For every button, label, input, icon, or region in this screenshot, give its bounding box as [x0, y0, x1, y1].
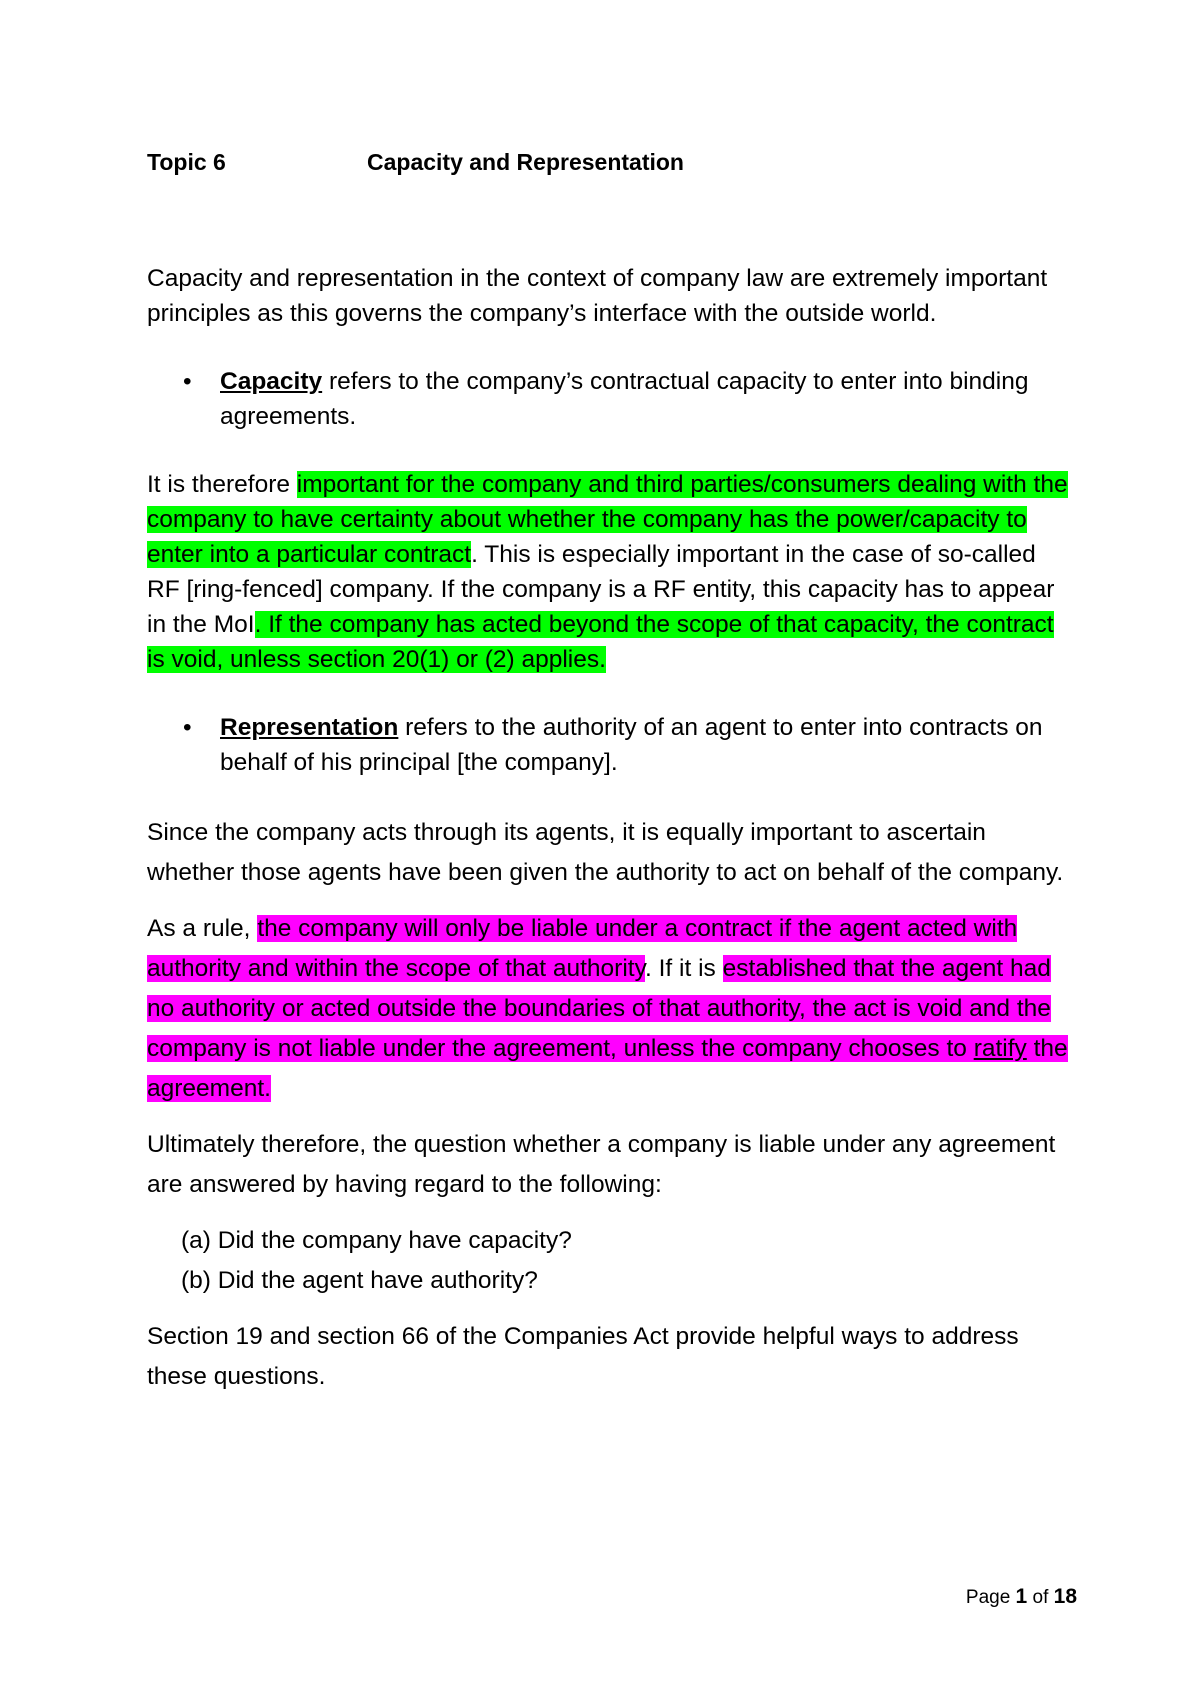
- capacity-highlight-1: important for the company and third parties/consumers dealing with the company to have certainty about whether the company has the power/capacity to enter into a particular contract: [147, 471, 1068, 568]
- question-list: [147, 1221, 1072, 1301]
- ultimately-paragraph: Ultimately therefore, the question whether a company is liable under any agreement are answered by having regard to the following:: [147, 1131, 1056, 1198]
- rule-text-2: . If it is: [645, 955, 723, 982]
- term-capacity: Capacity: [220, 368, 323, 395]
- question-item: (a) Did the company have capacity?: [181, 1227, 572, 1254]
- term-representation: Representation: [220, 714, 399, 741]
- rule-highlight-1: the company will only be liable under a contract if the agent acted with authority and within the scope of that authority: [147, 915, 1018, 982]
- page-number: 1: [1015, 1585, 1028, 1608]
- bullet-dot-icon: •: [183, 714, 192, 741]
- intro-paragraph: Capacity and representation in the context of company law are extremely important principles as this governs the company’s interface with the outside world.: [147, 265, 1048, 327]
- capacity-highlight-2: . If the company has acted beyond the scope of that capacity, the contract is void, unless section 20(1) or (2) applies.: [147, 611, 1054, 673]
- rule-highlight-2-end: the agreement.: [147, 1035, 1068, 1102]
- page-label: Page: [965, 1587, 1016, 1608]
- capacity-text-1: It is therefore: [147, 471, 297, 498]
- rule-highlight-2-text: established that the agent had no authority or acted outside the boundaries of that authority, the act is void and the company is not liable under the agreement, unless the company chooses to: [147, 955, 1051, 1062]
- bullet-dot-icon: •: [183, 368, 192, 395]
- question-item: (b) Did the agent have authority?: [181, 1267, 538, 1294]
- ratify-word: ratify: [973, 1035, 1027, 1062]
- capacity-paragraph: [147, 467, 1072, 677]
- bullet-capacity: [147, 364, 1072, 434]
- agents-paragraph: Since the company acts through its agents, it is equally important to ascertain whether those agents have been given the authority to act on behalf of the company.: [147, 819, 1064, 886]
- topic-number: Topic 6: [147, 149, 226, 175]
- page-footer: [952, 1585, 1077, 1610]
- bullet-capacity-text: refers to the company’s contractual capacity to enter into binding agreements.: [220, 368, 1029, 430]
- capacity-text-2: . This is especially important in the case of so-called RF [ring-fenced] company. If the company is a RF entity, this capacity has to appear in the MoI: [147, 541, 1055, 638]
- topic-title: Capacity and Representation: [367, 149, 684, 175]
- rule-paragraph: [147, 909, 1072, 1109]
- page-total: 18: [1053, 1585, 1077, 1608]
- bullet-representation-text: refers to the authority of an agent to enter into contracts on behalf of his principal [the company].: [220, 714, 1043, 776]
- page-title: [147, 147, 1072, 177]
- rule-text-1: As a rule,: [147, 915, 258, 942]
- section-paragraph: Section 19 and section 66 of the Companies Act provide helpful ways to address these questions.: [147, 1323, 1019, 1390]
- document-body: [147, 147, 1072, 1397]
- of-label: of: [1027, 1587, 1054, 1608]
- bullet-representation: [147, 710, 1072, 780]
